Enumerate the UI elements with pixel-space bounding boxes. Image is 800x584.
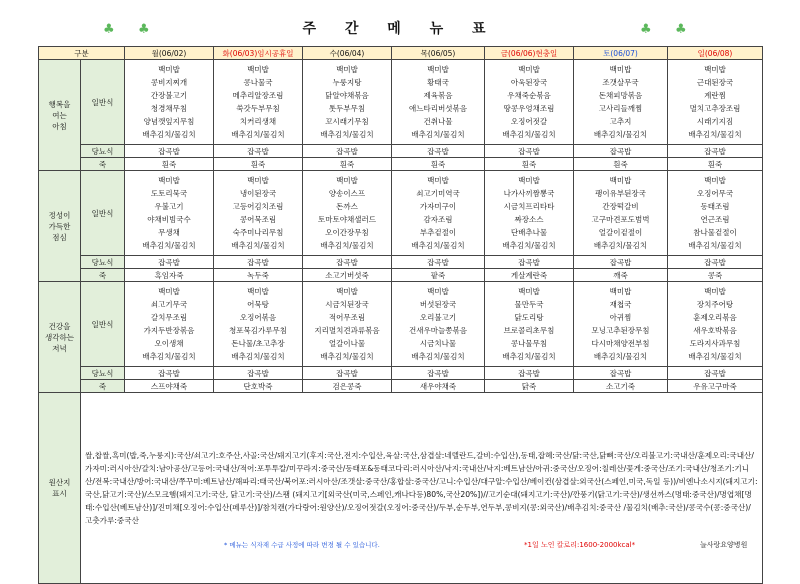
day-header: 일(06/08)	[668, 47, 763, 60]
menu-item: 배추김치/물김치	[593, 130, 648, 139]
meal-general-row	[39, 171, 763, 256]
menu-item: 배추김치/물김치	[142, 130, 196, 139]
origin-row	[39, 393, 763, 584]
menu-item: 배추김치/물김치	[411, 241, 465, 250]
menu-item: 오이생채	[154, 339, 184, 348]
menu-item: 닭도리탕	[514, 313, 544, 322]
menu-item: 고구마견포도범벅	[591, 215, 650, 224]
menu-item: 재첩국	[609, 300, 632, 309]
menu-item: 배추김치/물김치	[142, 241, 196, 250]
menu-cell: 흰죽	[668, 158, 763, 171]
menu-item: 백미밥	[609, 287, 632, 296]
menu-cell: 잡곡밥	[392, 145, 485, 158]
menu-cell: 잡곡밥	[574, 256, 668, 269]
menu-item: 오징어무국	[696, 189, 734, 198]
menu-item: 오이간장무침	[325, 228, 369, 237]
menu-cell	[125, 60, 214, 145]
menu-item: 적어무조림	[328, 313, 366, 322]
menu-item: 백미밥	[704, 65, 726, 74]
general-diet-label: 일반식	[81, 60, 125, 145]
menu-cell: 우유고구마죽	[668, 380, 763, 393]
meal-diabetic-row	[39, 145, 763, 158]
menu-cell: 새우야채죽	[392, 380, 485, 393]
meal-diabetic-row	[39, 367, 763, 380]
page-title: 주 간 메 뉴 표	[302, 21, 498, 37]
menu-item: 도라지사과무침	[689, 339, 741, 348]
menu-item: 오리불고기	[419, 313, 457, 322]
menu-item: 가자미구이	[419, 202, 457, 211]
menu-cell: 잡곡밥	[392, 367, 485, 380]
menu-item: 백미밥	[158, 176, 180, 185]
menu-item: 냉이된장국	[239, 189, 277, 198]
menu-item: 오징어젓갈	[510, 117, 548, 126]
menu-cell: 잡곡밥	[303, 367, 392, 380]
menu-item: 새우호박볶음	[693, 326, 737, 335]
menu-item: 건취나물	[423, 117, 453, 126]
menu-cell	[303, 171, 392, 256]
menu-item: 멸치고추장조림	[689, 104, 741, 113]
menu-item: 얼갈이나물	[328, 339, 366, 348]
menu-item: 시금치나물	[419, 339, 457, 348]
menu-item: 팽이유부된장국	[595, 189, 646, 198]
meal-label: 행복을 여는 아침	[39, 60, 81, 171]
menu-item: 배추김치/물김치	[502, 130, 556, 139]
menu-cell	[574, 60, 668, 145]
menu-item: 참나물겉절이	[693, 228, 737, 237]
menu-item: 돈까스	[336, 202, 358, 211]
footer	[124, 540, 762, 552]
menu-item: 돈나물/초고추장	[231, 339, 285, 348]
diabetic-diet-label: 당뇨식	[81, 256, 125, 269]
menu-item: 누룽지탕	[332, 78, 362, 87]
menu-item: 황태국	[427, 78, 449, 87]
menu-item: 근대된장국	[696, 78, 734, 87]
sprout-icon: ♣	[138, 22, 150, 37]
menu-cell: 흑임자죽	[125, 269, 214, 282]
menu-cell: 잡곡밥	[574, 367, 668, 380]
menu-cell	[392, 282, 485, 367]
general-diet-label: 일반식	[81, 171, 125, 256]
menu-item: 배추김치/물김치	[502, 241, 556, 250]
menu-cell: 소고기죽	[574, 380, 668, 393]
menu-item: 백미밥	[336, 176, 358, 185]
menu-item: 톳두부무침	[328, 104, 366, 113]
menu-item: 고등어김치조림	[232, 202, 284, 211]
general-diet-label: 일반식	[81, 282, 125, 367]
day-header: 화(06/03)임시공휴일	[214, 47, 303, 60]
menu-cell	[214, 60, 303, 145]
footer-note: * 메뉴는 식자재 수급 사정에 따라 변경 될 수 있습니다.	[224, 541, 380, 549]
menu-item: 배추김치/물김치	[593, 352, 648, 361]
menu-cell: 잡곡밥	[392, 256, 485, 269]
menu-cell: 잡곡밥	[303, 145, 392, 158]
menu-cell: 스프야채죽	[125, 380, 214, 393]
menu-item: 배추김치/물김치	[231, 130, 285, 139]
menu-cell: 흰죽	[485, 158, 574, 171]
porridge-diet-label: 죽	[81, 158, 125, 171]
menu-item: 얼갈이겉절이	[598, 228, 643, 237]
menu-cell: 잡곡밥	[303, 256, 392, 269]
header-label: 구분	[39, 47, 125, 60]
menu-item: 동태조림	[700, 202, 730, 211]
menu-item: 배추김치/물김치	[231, 352, 285, 361]
facility-name: 늘사랑요양병원	[700, 541, 748, 549]
meal-label: 정성이 가득한 점심	[39, 171, 81, 282]
menu-cell: 흰죽	[303, 158, 392, 171]
menu-item: 백미밥	[609, 65, 632, 74]
meal-general-row	[39, 60, 763, 145]
menu-item: 브로콜리초무침	[503, 326, 555, 335]
menu-item: 고추지	[609, 117, 632, 126]
menu-item: 백미밥	[158, 287, 180, 296]
menu-item: 백미밥	[247, 176, 269, 185]
menu-item: 양송이스프	[328, 189, 366, 198]
menu-cell: 게살계란죽	[485, 269, 574, 282]
menu-item: 콩어묵조림	[239, 215, 277, 224]
menu-item: 시금치프리타타	[503, 202, 555, 211]
menu-cell: 잡곡밥	[214, 367, 303, 380]
menu-cell: 잡곡밥	[668, 256, 763, 269]
menu-item: 물만두국	[514, 300, 544, 309]
menu-item: 청경채무침	[150, 104, 188, 113]
menu-item: 꼬시래기무침	[325, 117, 369, 126]
menu-item: 백미밥	[158, 65, 180, 74]
menu-item: 닭알야채볶음	[325, 91, 369, 100]
menu-item: 돈채피망볶음	[598, 91, 643, 100]
menu-cell: 소고기버섯죽	[303, 269, 392, 282]
menu-item: 백미밥	[518, 176, 540, 185]
menu-item: 백미밥	[427, 176, 449, 185]
menu-item: 배추김치/물김치	[593, 241, 648, 250]
menu-cell: 흰죽	[214, 158, 303, 171]
menu-item: 백미밥	[518, 65, 540, 74]
menu-cell	[668, 282, 763, 367]
menu-cell: 잡곡밥	[485, 256, 574, 269]
menu-item: 청포묵김가루무침	[229, 326, 287, 335]
meal-porridge-row	[39, 269, 763, 282]
menu-cell	[485, 171, 574, 256]
menu-item: 쑥갓두부무침	[236, 104, 280, 113]
menu-cell	[125, 282, 214, 367]
menu-item: 숙주미나리무침	[232, 228, 284, 237]
menu-item: 백미밥	[518, 287, 540, 296]
menu-cell: 잡곡밥	[214, 145, 303, 158]
menu-item: 간장불고기	[150, 91, 188, 100]
menu-item: 배추김치/물김치	[688, 352, 742, 361]
menu-cell: 검은콩죽	[303, 380, 392, 393]
menu-item: 배추김치/물김치	[320, 352, 374, 361]
menu-item: 쇠고기무국	[150, 300, 188, 309]
menu-cell	[485, 282, 574, 367]
menu-cell: 깨죽	[574, 269, 668, 282]
menu-item: 간장떡갈비	[602, 202, 639, 211]
menu-item: 가지두반장볶음	[143, 326, 195, 335]
menu-item: 지리멸치견과류볶음	[314, 326, 380, 335]
menu-cell	[214, 282, 303, 367]
menu-cell: 잡곡밥	[668, 145, 763, 158]
menu-cell: 잡곡밥	[214, 256, 303, 269]
page-header	[0, 0, 800, 46]
menu-item: 부추겉절이	[419, 228, 457, 237]
day-header: 수(06/04)	[303, 47, 392, 60]
sprout-icon: ♣	[103, 22, 115, 37]
menu-item: 콩나물무침	[510, 339, 548, 348]
menu-item: 계란찜	[704, 91, 726, 100]
menu-item: 백미밥	[427, 287, 449, 296]
meal-porridge-row	[39, 158, 763, 171]
menu-item: 아귀찜	[609, 313, 632, 322]
meal-label: 건강을 생각하는 저녁	[39, 282, 81, 393]
menu-item: 콩나물국	[243, 78, 273, 87]
origin-text: 쌀,찹쌀,흑미(밥,죽,누룽지):국산/쇠고기:호주산,사골:국산/돼지고기(후지:국산,전지:수입산,육살:국산,삼겹살:네델란드,갈비:수입산),동태,잡혜:국산/닭:국산,닭뼈:국산/오리불고기:국내산/훈제오리:국내산/가자미:러시아산/갈치:남아공산/고등어:국내산/적어:포투투칼/미꾸라지:중국산/동태포&동태코다리:러시아산/낙지:국내산/낙지:베트남산/아귀:중국산/오징어:칠레산/꽃게:중국산/조기:국내산/청조기:기니산/전복:국내산/방어:국내산/쭈꾸미:베트남산/해파리:태국산/북어포:러시아산/조갯살:중국산/홍합살:중국산/고니:수입산/대구알:수입산/베이컨(삼겹살:외국산(스페인,미국,독일 등))/비엔나소시지(돼지고기:국산,닭고기:국산)/스모크햄(돼지고기:국산, 닭고기:국산)/스팸 (돼지고기[외국산(미국,스페인,캐나다등)80%,국산20%])//고기순대(돼지고기:국산)/깐풍기(닭고기:국산)/생선까스(명태:중국산)/명엽채[명태:수입산(베트남산)]/진미채[오징어:수입산(페루산)]/참치캔(가다랑어:원양산)/오징어젓갈(오징어:중국산)/두부,순두부,연두부,콩비지(콩:외국산)/배추김치:중국산 /물김치(배추:국산)/콩국수(콩:중국산)/고춧가루:중국산	[81, 393, 763, 584]
menu-item: 콩비지찌개	[150, 78, 188, 87]
sprout-icon: ♣	[640, 22, 652, 37]
menu-cell	[214, 171, 303, 256]
menu-cell: 닭죽	[485, 380, 574, 393]
diabetic-diet-label: 당뇨식	[81, 145, 125, 158]
menu-item: 양념깻잎지무침	[143, 117, 195, 126]
menu-cell	[392, 171, 485, 256]
menu-cell: 팥죽	[392, 269, 485, 282]
menu-item: 우채죽순볶음	[507, 91, 551, 100]
menu-cell: 단호박죽	[214, 380, 303, 393]
menu-item: 모닝고추된장무침	[591, 326, 650, 335]
menu-item: 배추김치/물김치	[231, 241, 285, 250]
menu-cell	[668, 60, 763, 145]
menu-item: 시금치된장국	[325, 300, 369, 309]
menu-item: 백미밥	[247, 65, 269, 74]
menu-cell	[574, 282, 668, 367]
menu-item: 도토리묵국	[150, 189, 188, 198]
sprout-icon: ♣	[675, 22, 687, 37]
menu-item: 백미밥	[609, 176, 632, 185]
header-row	[39, 47, 763, 60]
menu-item: 토마토야채샐러드	[318, 215, 376, 224]
menu-item: 메추리알장조림	[232, 91, 284, 100]
menu-item: 제육볶음	[423, 91, 453, 100]
menu-item: 아욱된장국	[510, 78, 548, 87]
menu-cell: 잡곡밥	[125, 256, 214, 269]
menu-item: 배추김치/물김치	[502, 352, 556, 361]
menu-item: 나가사끼짬뽕국	[503, 189, 555, 198]
menu-item: 시래기지짐	[696, 117, 734, 126]
menu-cell	[303, 60, 392, 145]
menu-item: 배추김치/물김치	[320, 241, 374, 250]
day-header: 목(06/05)	[392, 47, 485, 60]
menu-item: 배추김치/물김치	[411, 352, 465, 361]
menu-item: 배추김치/물김치	[688, 130, 742, 139]
menu-cell: 흰죽	[574, 158, 668, 171]
day-header: 월(06/02)	[125, 47, 214, 60]
porridge-diet-label: 죽	[81, 269, 125, 282]
menu-item: 훈제오리볶음	[693, 313, 737, 322]
menu-item: 치커리생채	[239, 117, 277, 126]
menu-item: 백미밥	[247, 287, 269, 296]
menu-cell: 잡곡밥	[574, 145, 668, 158]
calorie-note: *1일 노인 칼로리:1600-2000kcal*	[524, 541, 636, 549]
menu-item: 백미밥	[336, 287, 358, 296]
menu-item: 배추김치/물김치	[320, 130, 374, 139]
menu-cell: 잡곡밥	[125, 145, 214, 158]
menu-item: 고사리들깨찜	[598, 104, 643, 113]
menu-item: 백미밥	[336, 65, 358, 74]
menu-item: 건새우마늘쫑볶음	[409, 326, 467, 335]
menu-item: 갈치무조림	[150, 313, 188, 322]
meal-porridge-row	[39, 380, 763, 393]
day-header: 금(06/06)현충일	[485, 47, 574, 60]
menu-cell	[485, 60, 574, 145]
menu-item: 어묵탕	[247, 300, 269, 309]
porridge-diet-label: 죽	[81, 380, 125, 393]
menu-item: 우불고기	[154, 202, 184, 211]
menu-item: 땅콩우엉채조림	[503, 104, 555, 113]
meal-diabetic-row	[39, 256, 763, 269]
menu-item: 오징어볶음	[239, 313, 277, 322]
weekly-menu-table	[38, 46, 763, 584]
menu-cell: 녹두죽	[214, 269, 303, 282]
menu-item: 무생채	[158, 228, 180, 237]
menu-cell: 잡곡밥	[485, 367, 574, 380]
menu-item: 다시마채양전부침	[591, 339, 650, 348]
menu-item: 조갯살무국	[602, 78, 639, 87]
menu-item: 배추김치/물김치	[142, 352, 196, 361]
meal-general-row	[39, 282, 763, 367]
menu-item: 장치주어탕	[696, 300, 734, 309]
menu-item: 감자조림	[423, 215, 453, 224]
menu-item: 백미밥	[704, 287, 726, 296]
menu-cell: 잡곡밥	[125, 367, 214, 380]
menu-cell: 잡곡밥	[668, 367, 763, 380]
menu-item: 백미밥	[427, 65, 449, 74]
menu-item: 단배추나물	[510, 228, 548, 237]
menu-cell	[668, 171, 763, 256]
menu-item: 쇠고기미역국	[416, 189, 460, 198]
menu-cell	[574, 171, 668, 256]
origin-label: 원산지 표시	[39, 393, 81, 584]
menu-cell: 흰죽	[392, 158, 485, 171]
menu-item: 짜장소스	[514, 215, 544, 224]
menu-item: 야채비빔국수	[147, 215, 191, 224]
menu-cell	[125, 171, 214, 256]
menu-item: 배추김치/물김치	[688, 241, 742, 250]
menu-cell: 잡곡밥	[485, 145, 574, 158]
menu-cell: 흰죽	[125, 158, 214, 171]
menu-item: 배추김치/물김치	[411, 130, 465, 139]
menu-item: 버섯된장국	[419, 300, 457, 309]
menu-cell	[392, 60, 485, 145]
menu-item: 애느타리버섯볶음	[409, 104, 467, 113]
menu-item: 백미밥	[704, 176, 726, 185]
menu-cell	[303, 282, 392, 367]
diabetic-diet-label: 당뇨식	[81, 367, 125, 380]
day-header: 토(06/07)	[574, 47, 668, 60]
menu-item: 연근조림	[700, 215, 730, 224]
menu-cell: 콩죽	[668, 269, 763, 282]
